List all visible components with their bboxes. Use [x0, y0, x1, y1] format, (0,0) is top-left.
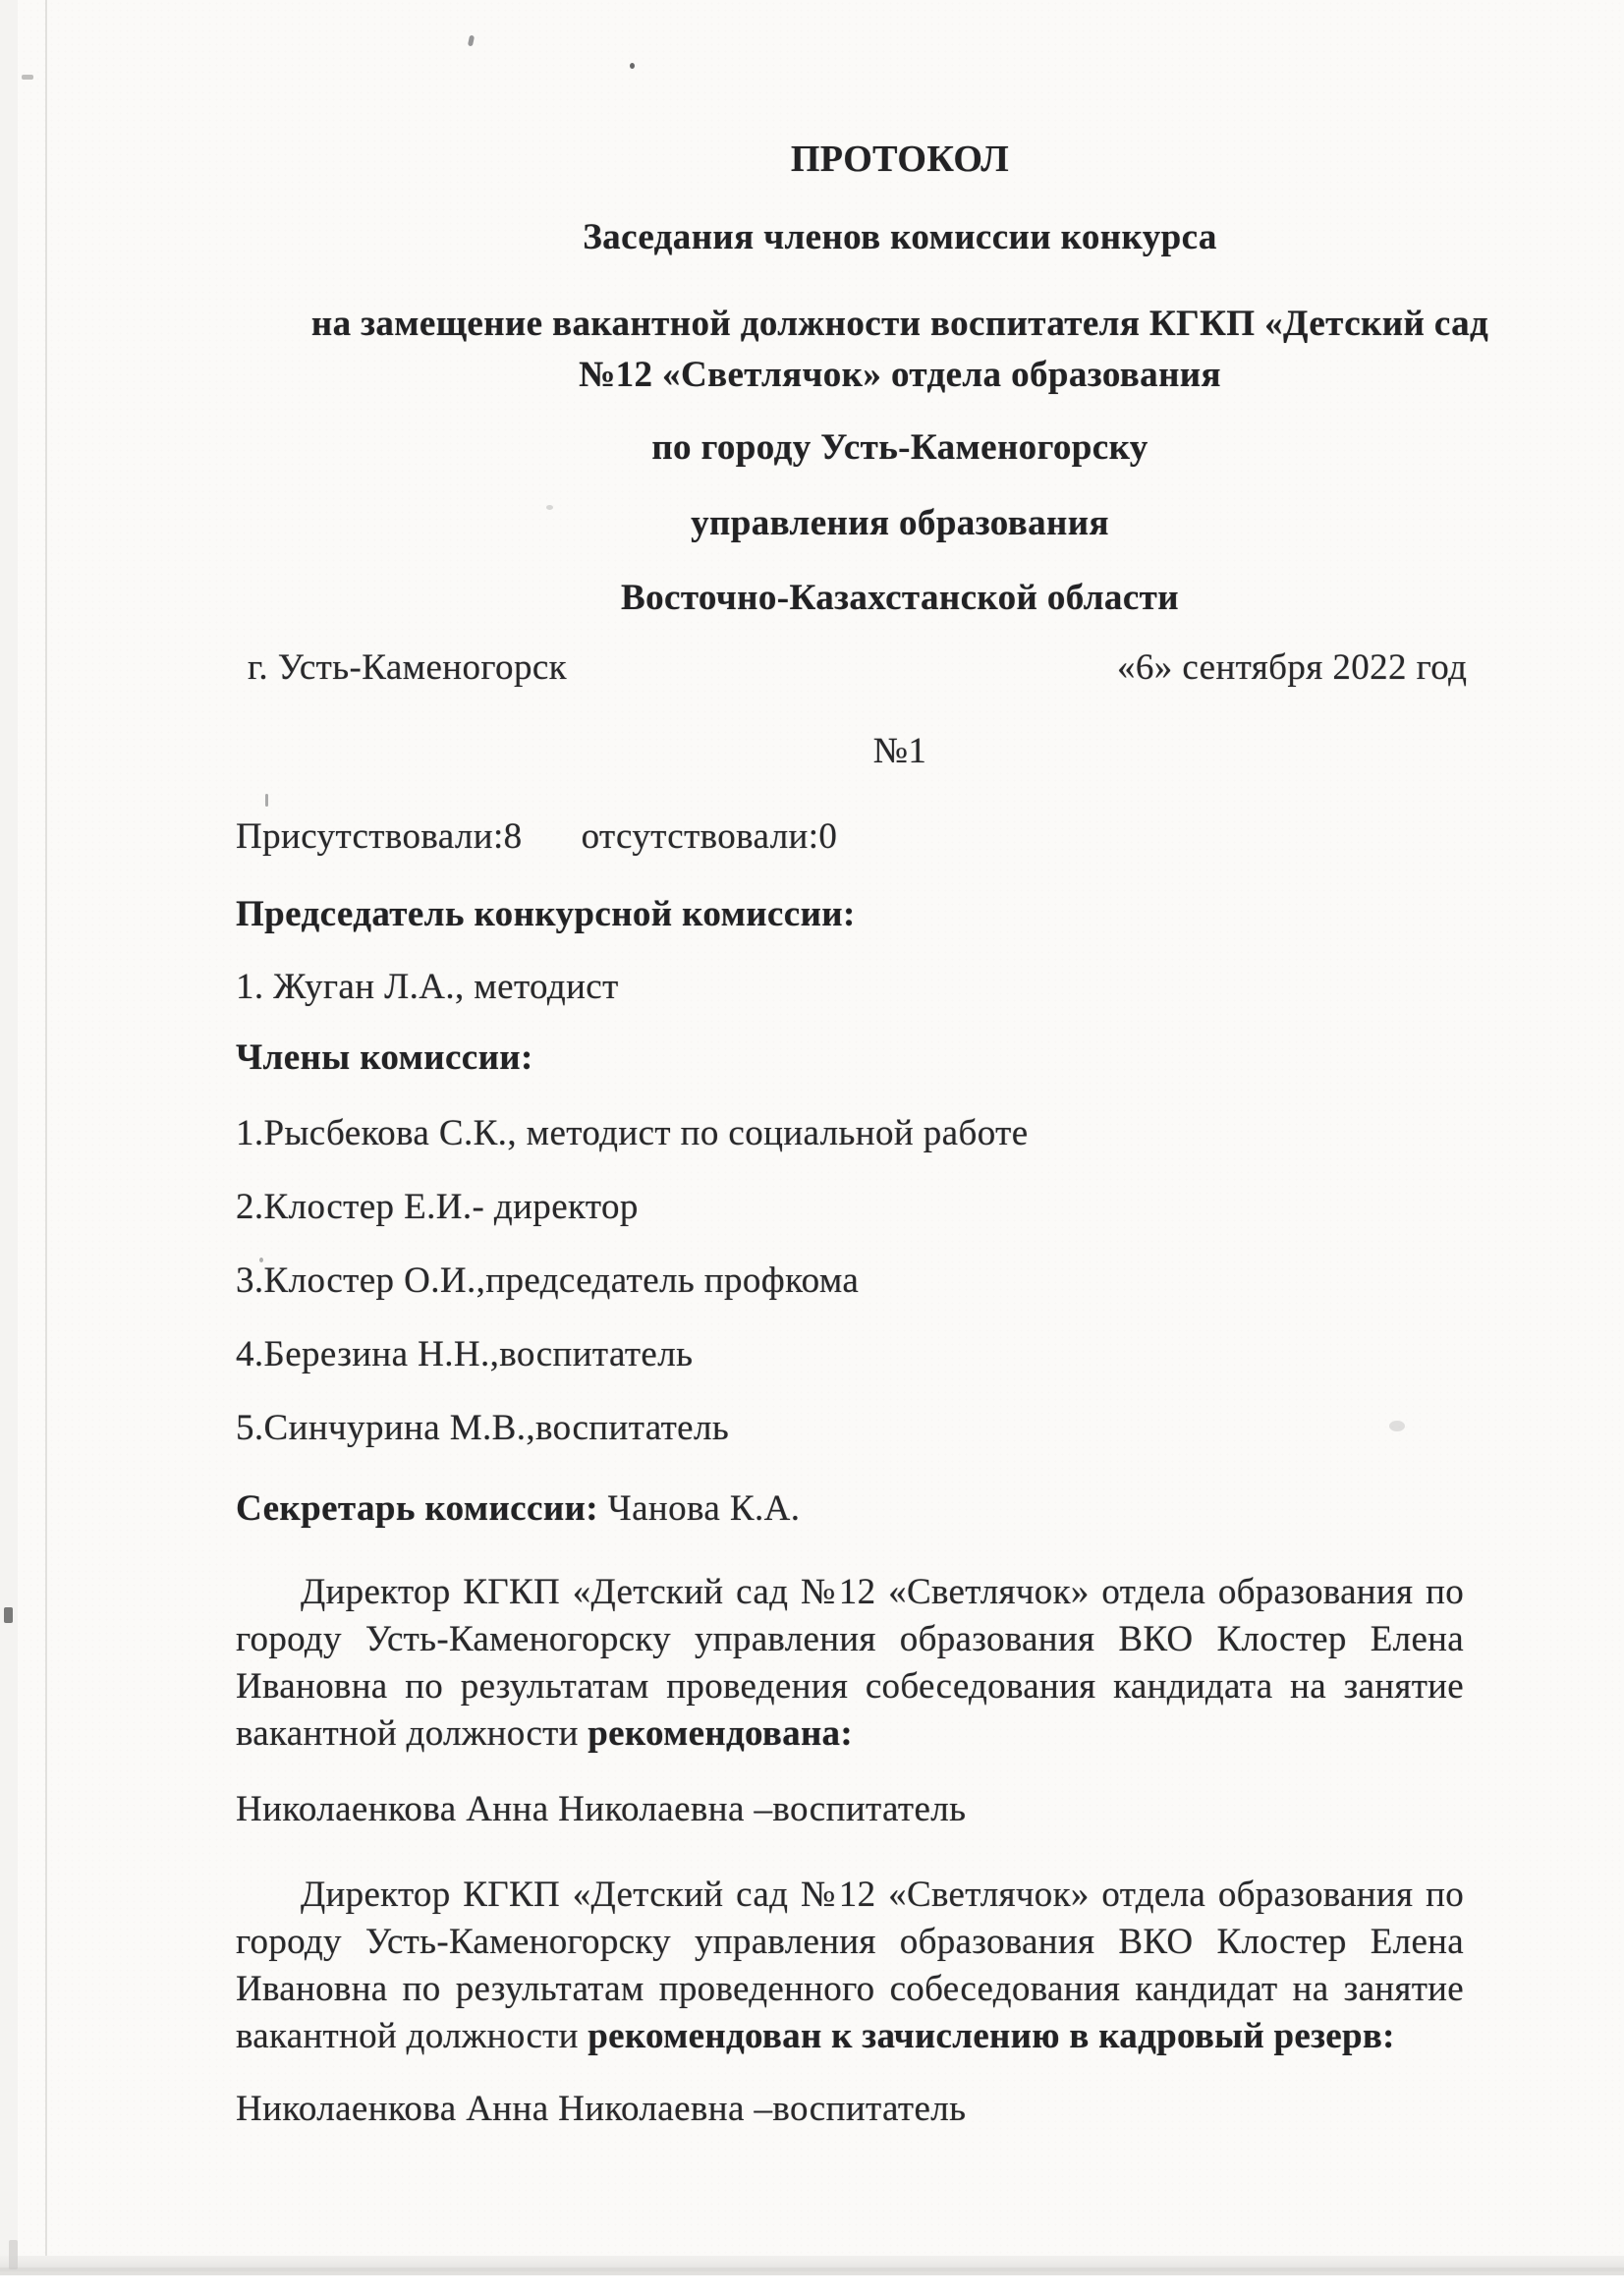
- candidate-line-1: Николаенкова Анна Николаевна –воспитатель: [236, 1789, 967, 1829]
- scan-speck: [1389, 1421, 1405, 1431]
- department-subtitle: управления образования: [691, 503, 1109, 543]
- member-entry-5: 5.Синчурина М.В.,воспитатель: [236, 1408, 730, 1448]
- member-entry-3: 3.Клостер О.И.,председатель профкома: [236, 1260, 860, 1301]
- decision-paragraph-1: [236, 1569, 1464, 1758]
- scan-speck: [4, 1607, 13, 1623]
- present-count: Присутствовали:8: [236, 816, 523, 857]
- scan-speck: [265, 794, 268, 807]
- secretary-line: [236, 1487, 800, 1530]
- member-entry-4: 4.Березина Н.Н.,воспитатель: [236, 1334, 694, 1374]
- scan-page-edge-line: [45, 0, 47, 2266]
- city-subtitle: по городу Усть-Каменогорску: [651, 427, 1148, 468]
- scan-bottom-edge: [0, 2268, 1624, 2275]
- date-line: «6» сентября 2022 год: [1117, 647, 1468, 688]
- decision-1-body: Директор КГКП «Детский сад №12 «Светлячок» отдела образования по городу Усть-Каменогорску управления образования ВКО Клостер Елена Ивановна по результатам проведения собеседования кандидата на занятие вакантной должности: [236, 1572, 1464, 1754]
- document-title: ПРОТОКОЛ: [790, 139, 1010, 180]
- vacancy-subtitle-line-2: №12 «Светлячок» отдела образования: [579, 355, 1221, 395]
- chairman-heading: Председатель конкурсной комиссии:: [236, 894, 856, 934]
- vacancy-subtitle-line-1: на замещение вакантной должности воспитателя КГКП «Детский сад: [310, 304, 1489, 344]
- secretary-label: Секретарь комиссии:: [236, 1488, 598, 1529]
- vacancy-subtitle: [236, 299, 1564, 401]
- region-subtitle: Восточно-Казахстанской области: [621, 578, 1179, 618]
- place-line: г. Усть-Каменогорск: [248, 647, 568, 688]
- scan-left-margin-strip: [0, 0, 18, 2271]
- scanner-background: [0, 2275, 1624, 2296]
- scan-corner-mark: [9, 2240, 18, 2269]
- decision-2-emphasis: рекомендован к зачислению в кадровый резерв:: [588, 2016, 1395, 2056]
- members-heading: Члены комиссии:: [236, 1037, 533, 1078]
- chairman-entry: 1. Жуган Л.А., методист: [236, 967, 619, 1007]
- scan-speck: [22, 75, 33, 80]
- decision-1-emphasis: рекомендована:: [588, 1713, 853, 1754]
- decision-2-body: Директор КГКП «Детский сад №12 «Светлячок» отдела образования по городу Усть-Каменогорску управления образования ВКО Клостер Елена Ивановна по результатам проведенного собеседования кандидат на занятие вакантной должности: [236, 1875, 1464, 2056]
- scan-speck: [630, 63, 635, 69]
- scan-speck: [468, 35, 475, 47]
- decision-paragraph-2: [236, 1872, 1464, 2060]
- absent-count: отсутствовали:0: [581, 816, 838, 857]
- member-entry-1: 1.Рысбекова С.К., методист по социальной работе: [236, 1113, 1029, 1153]
- secretary-name: Чанова К.А.: [607, 1488, 801, 1529]
- member-entry-2: 2.Клостер Е.И.- директор: [236, 1187, 639, 1227]
- candidate-line-2: Николаенкова Анна Николаевна –воспитатель: [236, 2089, 967, 2129]
- protocol-number: №1: [872, 731, 927, 771]
- meeting-subtitle: Заседания членов комиссии конкурса: [583, 217, 1217, 257]
- attendance-line: [236, 815, 837, 858]
